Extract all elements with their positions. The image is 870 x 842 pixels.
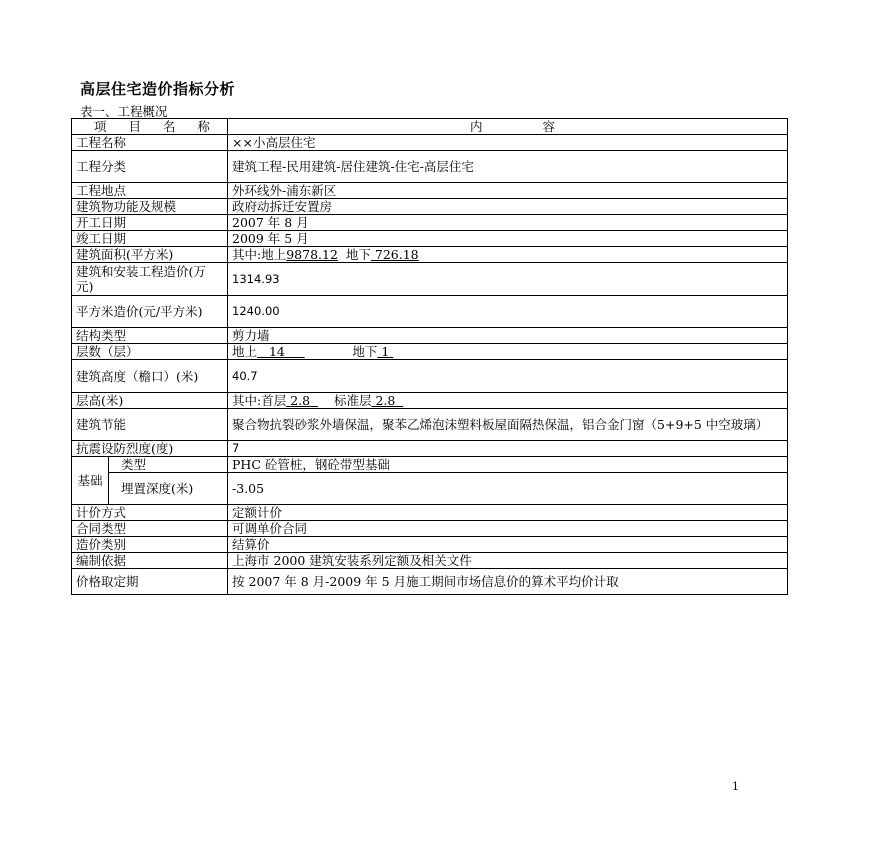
row-label: 建筑和安装工程造价(万元) xyxy=(72,263,228,296)
row-value: 40.7 xyxy=(228,360,788,393)
row-label: 抗震设防烈度(度) xyxy=(72,441,228,457)
area-below: 726.18 xyxy=(374,247,419,262)
table-row xyxy=(72,521,788,537)
area-mid: 地下 xyxy=(345,247,371,262)
row-value: 上海市 2000 建筑安装系列定额及相关文件 xyxy=(228,553,788,569)
row-value: 按 2007 年 8 月-2009 年 5 月施工期间市场信息价的算术平均价计取 xyxy=(228,569,788,595)
page-title: 高层住宅造价指标分析 xyxy=(80,80,236,98)
row-value: 政府动拆迁安置房 xyxy=(228,199,788,215)
row-value: 剪力墙 xyxy=(228,328,788,344)
row-value: 2007 年 8 月 xyxy=(228,215,788,231)
table-row xyxy=(72,409,788,441)
row-value: 7 xyxy=(228,441,788,457)
table-row xyxy=(72,183,788,199)
row-label: 建筑物功能及规模 xyxy=(72,199,228,215)
row-label: 埋置深度(米) xyxy=(109,473,228,505)
page-number: 1 xyxy=(732,780,739,793)
row-label: 建筑面积(平方米) xyxy=(72,247,228,263)
row-label: 开工日期 xyxy=(72,215,228,231)
floors-below-prefix: 地下 xyxy=(352,344,378,359)
table-row xyxy=(72,328,788,344)
row-label: 建筑节能 xyxy=(72,409,228,441)
row-value: -3.05 xyxy=(228,473,788,505)
table-row xyxy=(72,296,788,328)
row-value: 1314.93 xyxy=(228,263,788,296)
table-row xyxy=(72,231,788,247)
row-value: 1240.00 xyxy=(228,296,788,328)
row-value: 外环线外-浦东新区 xyxy=(228,183,788,199)
row-label: 层高(米) xyxy=(72,393,228,409)
floors-above: 14 xyxy=(268,344,285,359)
row-value: ××小高层住宅 xyxy=(228,135,788,151)
table-row xyxy=(72,263,788,296)
table-row xyxy=(72,215,788,231)
area-prefix: 其中:地上 xyxy=(232,247,287,262)
floors-above-prefix: 地上 xyxy=(232,344,258,359)
table-row xyxy=(72,393,788,409)
floor-height-std: 2.8 xyxy=(375,393,396,408)
row-label: 类型 xyxy=(109,457,228,473)
row-label: 造价类别 xyxy=(72,537,228,553)
table-row xyxy=(72,505,788,521)
table-row xyxy=(72,457,788,473)
row-value: PHC 砼管桩，钢砼带型基础 xyxy=(228,457,788,473)
row-label: 合同类型 xyxy=(72,521,228,537)
row-label: 工程地点 xyxy=(72,183,228,199)
row-value: 2009 年 5 月 xyxy=(228,231,788,247)
row-value: 结算价 xyxy=(228,537,788,553)
row-value: 建筑工程-民用建筑-居住建筑-住宅-高层住宅 xyxy=(228,151,788,183)
row-value: 聚合物抗裂砂浆外墙保温，聚苯乙烯泡沫塑料板屋面隔热保温，铝合金门窗（5+9+5 中空玻璃） xyxy=(228,409,788,441)
area-above: 9878.12 xyxy=(286,247,338,262)
row-label: 工程名称 xyxy=(72,135,228,151)
table-row xyxy=(72,151,788,183)
table-row xyxy=(72,344,788,360)
project-overview-table xyxy=(71,118,788,595)
header-content: 内 容 xyxy=(228,119,788,135)
floors-below: 1 xyxy=(381,344,390,359)
table-row xyxy=(72,441,788,457)
table-row xyxy=(72,553,788,569)
table-row xyxy=(72,199,788,215)
row-label: 结构类型 xyxy=(72,328,228,344)
floor-height-prefix: 其中:首层 xyxy=(232,393,287,408)
row-value xyxy=(228,247,788,263)
row-value: 可调单价合同 xyxy=(228,521,788,537)
table-row xyxy=(72,135,788,151)
row-label: 竣工日期 xyxy=(72,231,228,247)
table-row xyxy=(72,569,788,595)
row-label: 层数（层） xyxy=(72,344,228,360)
table-row xyxy=(72,473,788,505)
table-caption: 表一、工程概况 xyxy=(80,104,168,119)
foundation-label: 基础 xyxy=(72,457,109,505)
table-row xyxy=(72,247,788,263)
row-label: 平方米造价(元/平方米) xyxy=(72,296,228,328)
row-label: 计价方式 xyxy=(72,505,228,521)
row-value: 定额计价 xyxy=(228,505,788,521)
table-row xyxy=(72,537,788,553)
header-item: 项 目 名 称 xyxy=(72,119,228,135)
table-header-row xyxy=(72,119,788,135)
row-label: 编制依据 xyxy=(72,553,228,569)
table-row xyxy=(72,360,788,393)
row-value xyxy=(228,344,788,360)
floor-height-first: 2.8 xyxy=(290,393,311,408)
row-label: 建筑高度（檐口）(米) xyxy=(72,360,228,393)
row-label: 工程分类 xyxy=(72,151,228,183)
row-value xyxy=(228,393,788,409)
floor-height-std-prefix: 标准层 xyxy=(333,393,372,408)
row-label: 价格取定期 xyxy=(72,569,228,595)
